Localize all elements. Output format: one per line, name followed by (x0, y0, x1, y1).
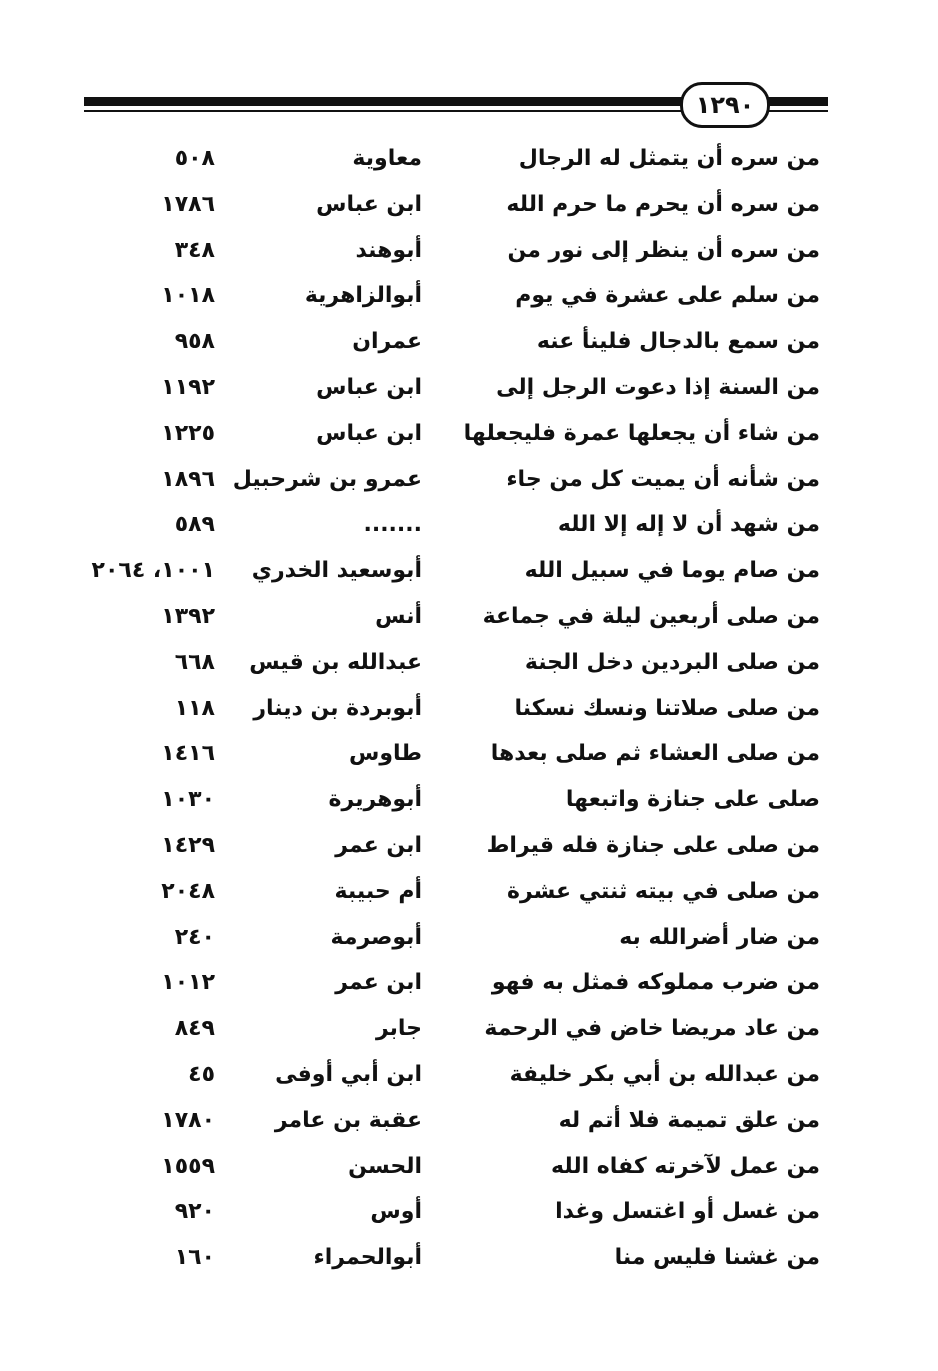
index-row (0, 1007, 938, 1053)
hadith-phrase: من عاد مريضا خاض في الرحمة (484, 1016, 820, 1042)
hadith-phrase: من عبدالله بن أبي بكر خليفة (509, 1061, 820, 1087)
narrator: ابن عمر (335, 832, 422, 858)
hadith-number: ٩٢٠ (174, 1199, 215, 1225)
index-row (0, 1145, 938, 1191)
hadith-number: ١٠٣٠ (161, 787, 215, 813)
hadith-number: ١٨٩٦ (161, 466, 215, 492)
hadith-phrase: من صلى في بيته ثنتي عشرة (506, 878, 820, 904)
narrator: ابن عباس (316, 191, 422, 217)
index-row (0, 137, 938, 183)
index-list (0, 137, 938, 1282)
narrator: أم حبيبة (334, 878, 422, 904)
hadith-phrase: من سره أن يحرم ما حرم الله (506, 191, 820, 217)
index-row (0, 549, 938, 595)
index-row (0, 183, 938, 229)
narrator: أبوهند (355, 237, 422, 263)
index-row (0, 1053, 938, 1099)
hadith-phrase: من صام يوما في سبيل الله (524, 558, 820, 584)
narrator: أبوسعيد الخدري (251, 558, 422, 584)
narrator: جابر (375, 1016, 422, 1042)
hadith-phrase: من ضرب مملوكه فمثل به فهو (491, 970, 820, 996)
hadith-phrase: من صلى البردين دخل الجنة (524, 649, 820, 675)
hadith-number: ١٣٩٢ (161, 603, 215, 629)
hadith-number: ١١٩٢ (161, 374, 215, 400)
hadith-phrase: من صلى العشاء ثم صلى بعدها (490, 741, 820, 767)
hadith-number: ١٧٨٠ (161, 1107, 215, 1133)
index-row (0, 229, 938, 275)
index-row (0, 458, 938, 504)
hadith-phrase: من سره أن ينظر إلى نور من (507, 237, 820, 263)
hadith-number: ٥٨٩ (174, 512, 215, 538)
hadith-phrase: من غسل أو اغتسل وغدا (555, 1199, 820, 1225)
index-row (0, 320, 938, 366)
index-row (0, 824, 938, 870)
index-row (0, 595, 938, 641)
header-rule-right (764, 97, 828, 106)
hadith-phrase: من سره أن يتمثل له الرجال (518, 146, 820, 171)
hadith-phrase: من سلم على عشرة في يوم (515, 283, 820, 309)
narrator: طاوس (348, 741, 422, 767)
hadith-number: ٤٥ (188, 1061, 215, 1087)
narrator: عمرو بن شرحبيل (232, 466, 422, 492)
narrator: ابن عباس (316, 420, 422, 446)
hadith-number: ٢٤٠ (174, 924, 215, 950)
index-row (0, 503, 938, 549)
narrator: أبوبردة بن دينار (253, 695, 422, 721)
hadith-phrase: من صلى أربعين ليلة في جماعة (482, 603, 820, 629)
hadith-phrase: صلى على جنازة واتبعها (565, 787, 820, 813)
index-row (0, 870, 938, 916)
narrator: أبوالحمراء (313, 1245, 422, 1271)
hadith-number: ١٢٢٥ (161, 420, 215, 446)
hadith-number: ١٧٨٦ (161, 191, 215, 217)
narrator: ابن عمر (335, 970, 422, 996)
hadith-number: ٩٥٨ (174, 329, 215, 355)
hadith-number: ٣٤٨ (174, 237, 215, 263)
hadith-number: ١٠٠١، ٢٠٦٤ (91, 558, 215, 584)
narrator: عمران (352, 329, 422, 355)
narrator: ابن أبي أوفى (275, 1061, 422, 1087)
hadith-number: ٥٠٨ (174, 146, 215, 171)
narrator: ....... (363, 512, 422, 538)
index-row (0, 916, 938, 962)
index-row (0, 961, 938, 1007)
hadith-number: ٨٤٩ (174, 1016, 215, 1042)
narrator: أبوصرمة (330, 924, 422, 950)
narrator: أبوهريرة (328, 787, 422, 813)
index-row (0, 274, 938, 320)
index-row (0, 641, 938, 687)
hadith-phrase: من سمع بالدجال فلينأ عنه (536, 329, 820, 355)
index-row (0, 1099, 938, 1145)
hadith-number: ٢٠٤٨ (161, 878, 215, 904)
narrator: ابن عباس (316, 374, 422, 400)
page-number: ١٢٩٠ (680, 82, 770, 128)
header-rule-right-thin (764, 110, 828, 112)
hadith-number: ١٠١٨ (161, 283, 215, 309)
header-rule-left-thin (84, 110, 684, 112)
index-row (0, 366, 938, 412)
hadith-phrase: من علق تميمة فلا أتم له (558, 1107, 820, 1133)
narrator: عبدالله بن قيس (249, 649, 422, 675)
index-row (0, 732, 938, 778)
index-row (0, 687, 938, 733)
hadith-number: ١٦٠ (174, 1245, 215, 1271)
header-rule-left (84, 97, 684, 106)
hadith-phrase: من عمل لآخرته كفاه الله (551, 1153, 820, 1179)
index-row (0, 778, 938, 824)
hadith-number: ١١٨ (174, 695, 215, 721)
narrator: أبوالزاهرية (304, 283, 422, 309)
hadith-phrase: من شأنه أن يميت كل من جاء (506, 466, 820, 492)
narrator: عقبة بن عامر (274, 1107, 422, 1133)
page-header (84, 80, 828, 128)
hadith-number: ١٠١٢ (161, 970, 215, 996)
narrator: أوس (370, 1199, 422, 1225)
index-row (0, 412, 938, 458)
hadith-phrase: من غشنا فليس منا (614, 1245, 820, 1271)
hadith-number: ٦٦٨ (174, 649, 215, 675)
narrator: أنس (375, 603, 422, 629)
hadith-number: ١٤١٦ (161, 741, 215, 767)
narrator: معاوية (352, 146, 422, 171)
hadith-number: ١٤٢٩ (161, 832, 215, 858)
hadith-phrase: من صلى على جنازة فله قيراط (486, 832, 820, 858)
hadith-phrase: من شاء أن يجعلها عمرة فليجعلها (463, 420, 820, 446)
narrator: الحسن (348, 1153, 422, 1179)
index-row (0, 1190, 938, 1236)
hadith-phrase: من ضار أضرالله به (619, 924, 820, 950)
hadith-phrase: من شهد أن لا إله إلا الله (557, 512, 820, 538)
hadith-number: ١٥٥٩ (161, 1153, 215, 1179)
hadith-phrase: من السنة إذا دعوت الرجل إلى (496, 374, 820, 400)
hadith-phrase: من صلى صلاتنا ونسك نسكنا (514, 695, 820, 721)
index-row (0, 1236, 938, 1282)
